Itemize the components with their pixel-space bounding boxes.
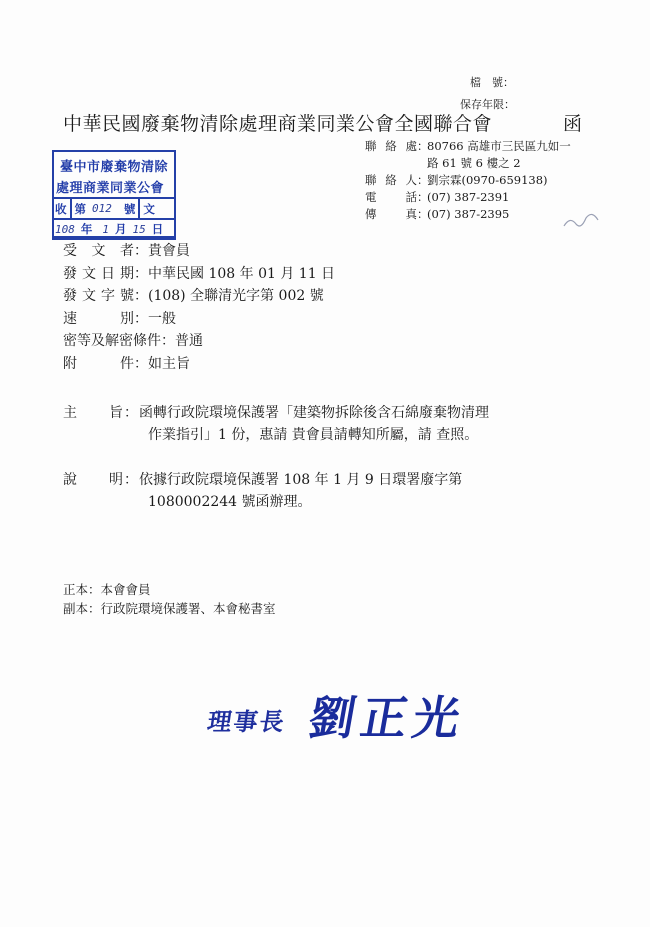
copy-recipients: 副本：行政院環境保護署、本會秘書室 bbox=[63, 601, 276, 616]
stamp-receipt-suffix: 號 bbox=[123, 201, 136, 216]
explanation-line1: 依據行政院環境保護署 108 年 1 月 9 日環署廢字第 bbox=[139, 472, 463, 488]
subject-label: 主旨 bbox=[63, 405, 123, 421]
attachment-value: 如主旨 bbox=[148, 355, 190, 372]
stamp-receipt-row bbox=[52, 197, 176, 218]
issue-date-value: 中華民國 108 年 01 月 11 日 bbox=[148, 265, 336, 282]
retention-label: 保存年限： bbox=[460, 98, 515, 111]
speed-label: 速別 bbox=[63, 310, 134, 327]
speed-value: 一般 bbox=[148, 310, 176, 327]
organization-title: 中華民國廢棄物清除處理商業同業公會全國聯合會 bbox=[63, 113, 493, 135]
recipient-value: 貴會員 bbox=[148, 243, 190, 259]
stamp-receipt-end: 文 bbox=[143, 201, 155, 216]
stamp-line2: 處理商業同業公會 bbox=[56, 181, 165, 196]
signature-title: 理事長 bbox=[205, 708, 288, 736]
explanation-label: 說明 bbox=[63, 472, 123, 488]
secrecy-label: 密等及解密條件 bbox=[63, 333, 161, 349]
subject-line2: 作業指引」1 份，惠請 貴會員請轉知所屬，請 查照。 bbox=[148, 427, 479, 443]
received-stamp bbox=[52, 150, 176, 238]
explanation-section: 說明：依據行政院環境保護署 108 年 1 月 9 日環署廢字第 1080002244 號函辦理。 bbox=[63, 469, 462, 513]
stamp-date-month: 1 bbox=[102, 222, 109, 236]
address-label: 聯絡處 bbox=[365, 139, 417, 153]
distribution-block bbox=[63, 580, 276, 618]
fax-label: 傳真 bbox=[365, 207, 417, 221]
stamp-date-row bbox=[52, 218, 176, 240]
document-type: 函 bbox=[563, 113, 583, 135]
recipient-label: 受文者 bbox=[63, 243, 134, 259]
file-no-label: 檔 號： bbox=[470, 76, 514, 89]
stamp-receipt-mid: 第 bbox=[74, 201, 86, 216]
stamp-receipt-prefix: 收 bbox=[55, 201, 67, 216]
stamp-date-year-label: 年 bbox=[80, 222, 93, 236]
fax-value: (07) 387-2395 bbox=[427, 207, 510, 221]
issue-date-label: 發文日期 bbox=[63, 265, 134, 282]
original-recipients: 正本：本會會員 bbox=[63, 582, 151, 597]
archive-labels bbox=[460, 74, 515, 112]
subject-section: 主旨：函轉行政院環境保護署「建築物拆除後含石綿廢棄物清理 作業指引」1 份，惠請 貴會員請轉知所屬，請 查照。 bbox=[63, 402, 489, 446]
address-line2: 路 61 號 6 樓之 2 bbox=[427, 156, 521, 170]
phone-label: 電話 bbox=[365, 190, 417, 204]
stamp-date-month-label: 月 bbox=[115, 222, 127, 236]
stamp-date-day: 15 bbox=[132, 222, 146, 236]
explanation-line2: 1080002244 號函辦理。 bbox=[148, 494, 312, 510]
reference-label: 發文字號 bbox=[63, 288, 134, 304]
contact-person-label: 聯絡人 bbox=[365, 173, 417, 187]
address-line1: 80766 高雄市三民區九如一 bbox=[427, 139, 571, 153]
reference-value: (108) 全聯清光字第 002 號 bbox=[148, 288, 324, 304]
subject-line1: 函轉行政院環境保護署「建築物拆除後含石綿廢棄物清理 bbox=[139, 405, 489, 421]
secrecy-value: 普通 bbox=[175, 333, 203, 349]
stamp-date-year: 108 bbox=[55, 222, 75, 236]
signature-name: 劉正光 bbox=[304, 691, 471, 745]
stamp-line1: 臺中市廢棄物清除 bbox=[60, 160, 169, 175]
document-metadata: 受文者 ： 貴會員 發文日期 ： 中華民國 108 年 01 月 11 日 發文字號 ： (108) 全聯清光字第 002 號 速別 ： 一般 密等及解密條件 ： 普通 附件 ： 如主旨 bbox=[63, 240, 335, 375]
handwritten-mark bbox=[560, 208, 610, 238]
contact-person-value: 劉宗霖(0970-659138) bbox=[427, 173, 548, 187]
phone-value: (07) 387-2391 bbox=[427, 190, 510, 204]
stamp-date-day-label: 日 bbox=[151, 222, 164, 236]
attachment-label: 附件 bbox=[63, 355, 134, 372]
contact-block: 聯絡處 ： 80766 高雄市三民區九如一 路 61 號 6 樓之 2 聯絡人 ： 劉宗霖(0970-659138) 電話 ： (07) 387-2391 傳真 ： (07) 387-2395 bbox=[365, 139, 571, 221]
stamp-receipt-no: 012 bbox=[92, 202, 112, 215]
